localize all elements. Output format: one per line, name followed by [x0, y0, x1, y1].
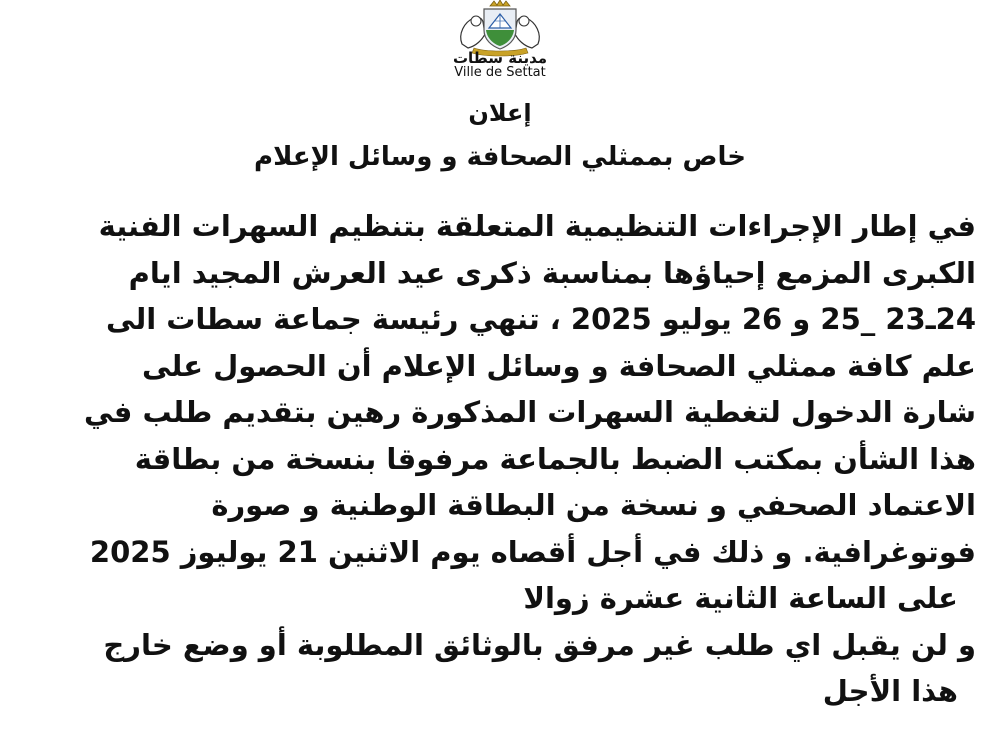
body-line: الاعتماد الصحفي و نسخة من البطاقة الوطنية و صورة: [211, 488, 976, 522]
body-line: شارة الدخول لتغطية السهرات المذكورة رهين بتقديم طلب في: [84, 395, 976, 429]
logo-french-name: Ville de Settat: [454, 65, 546, 80]
body-line: في إطار الإجراءات التنظيمية المتعلقة بتنظيم السهرات الفنية: [98, 209, 976, 243]
body-line: 24ـ23 _25 و 26 يوليو 2025 ، تنهي رئيسة جماعة سطات الى: [106, 302, 976, 336]
city-logo: [440, 0, 560, 84]
announcement-body: [20, 203, 976, 715]
body-line: علم كافة ممثلي الصحافة و وسائل الإعلام أن الحصول على: [142, 348, 976, 383]
announcement-subtitle: خاص بممثلي الصحافة و وسائل الإعلام: [254, 142, 746, 172]
body-line: الكبرى المزمع إحياؤها بمناسبة ذكرى عيد العرش المجيد ايام: [128, 255, 976, 290]
announcement-title: إعلان: [468, 99, 532, 127]
body-line: و لن يقبل اي طلب غير مرفق بالوثائق المطلوبة أو وضع خارج: [103, 627, 976, 662]
body-line: فوتوغرافية. و ذلك في أجل أقصاه يوم الاثنين 21 يوليوز 2025: [89, 534, 976, 569]
body-line: على الساعة الثانية عشرة زوالا: [523, 581, 958, 615]
body-line: هذا الأجل: [822, 674, 958, 708]
logo-arabic-name: مدينة سطات: [452, 49, 548, 67]
body-line: هذا الشأن بمكتب الضبط بالجماعة مرفوقا بنسخة من بطاقة: [134, 441, 976, 476]
